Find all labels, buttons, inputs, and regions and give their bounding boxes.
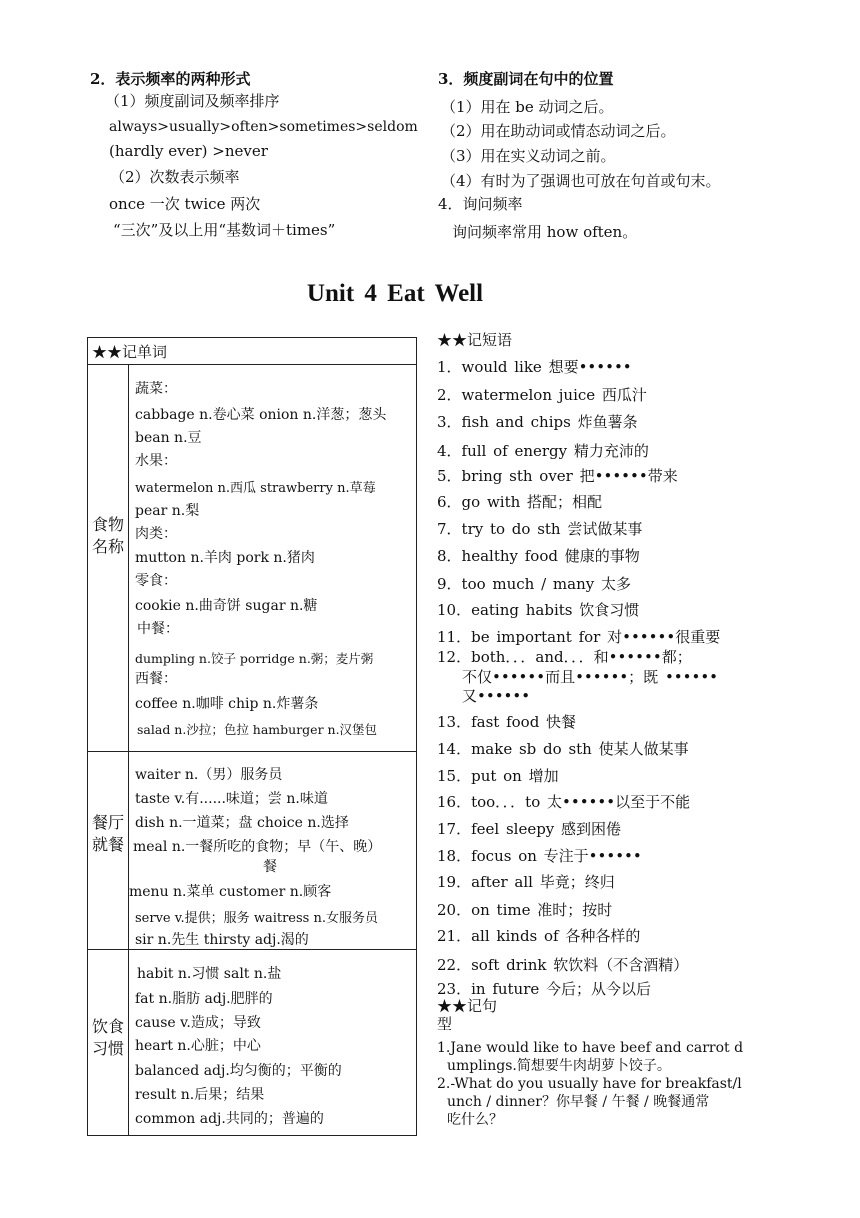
sentence-line: unch / dinner？你早餐 / 午餐 / 晚餐通常 xyxy=(447,1094,710,1110)
phrase-item: 10．eating habits 饮食习惯 xyxy=(437,601,640,619)
category-dining: 餐厅就餐 xyxy=(91,813,124,854)
position-item-2: （2）用在助动词或情态动词之后。 xyxy=(441,122,676,140)
phrase-item: 1．would like 想要•••••• xyxy=(437,358,632,376)
once-twice-text: once 一次 twice 两次 xyxy=(109,195,261,213)
table-divider xyxy=(88,949,416,950)
ask-frequency-text: 询问频率常用 how often。 xyxy=(452,223,638,241)
vocab-line: 中餐： xyxy=(137,621,179,637)
phrase-item: 14．make sb do sth 使某人做某事 xyxy=(437,740,689,758)
sentences-header: ★★记句 xyxy=(437,997,498,1015)
phrases-header: ★★记短语 xyxy=(437,331,513,349)
table-divider xyxy=(88,364,416,365)
vocab-line: bean n.豆 xyxy=(135,430,202,446)
vocab-line: salad n.沙拉；色拉 hamburger n.汉堡包 xyxy=(137,722,378,737)
vocab-line: 西餐： xyxy=(135,671,177,687)
position-item-1: （1）用在 be 动词之后。 xyxy=(441,98,614,116)
phrase-item: 22．soft drink 软饮料（不含酒精） xyxy=(437,956,689,974)
category-food: 食物名称 xyxy=(91,515,124,556)
vocab-line: 蔬菜： xyxy=(135,381,177,397)
phrase-item: 18．focus on 专注于•••••• xyxy=(437,847,642,865)
column-divider xyxy=(128,364,129,1135)
vocab-table xyxy=(87,337,417,1136)
phrase-item: 15．put on 增加 xyxy=(437,767,559,785)
vocab-line: cabbage n.卷心菜 onion n.洋葱；葱头 xyxy=(135,407,387,423)
phrase-item: 7．try to do sth 尝试做某事 xyxy=(437,520,643,538)
vocab-line: menu n.菜单 customer n.顾客 xyxy=(129,884,332,900)
vocab-line: taste v.有......味道；尝 n.味道 xyxy=(135,791,328,807)
vocab-line: 水果： xyxy=(135,453,177,469)
position-item-3: （3）用在实义动词之前。 xyxy=(441,147,616,165)
phrase-item: 5．bring sth over 把••••••带来 xyxy=(437,467,678,485)
vocab-line: sir n.先生 thirsty adj.渴的 xyxy=(135,932,309,948)
phrase-item-cont: 又•••••• xyxy=(462,687,531,705)
phrase-item: 20．on time 准时；按时 xyxy=(437,901,613,919)
phrase-item: 11．be important for 对••••••很重要 xyxy=(437,628,721,646)
phrase-item: 16．too．．．to 太••••••以至于不能 xyxy=(437,793,691,811)
vocab-line: waiter n.（男）服务员 xyxy=(135,767,283,783)
vocab-line: coffee n.咖啡 chip n.炸薯条 xyxy=(135,696,319,712)
phrase-item: 21．all kinds of 各种各样的 xyxy=(437,927,641,945)
table-divider xyxy=(88,751,416,752)
sentences-header-cont: 型 xyxy=(437,1015,453,1033)
vocab-line: balanced adj.均匀衡的；平衡的 xyxy=(135,1063,342,1079)
adverb-order-line-1: always>usually>often>sometimes>seldom xyxy=(109,119,418,135)
vocab-line: fat n.脂肪 adj.肥胖的 xyxy=(135,991,273,1007)
vocab-line: dumpling n.饺子 porridge n.粥；麦片粥 xyxy=(135,651,374,666)
vocab-line: mutton n.羊肉 pork n.猪肉 xyxy=(135,550,315,566)
phrase-item: 17．feel sleepy 感到困倦 xyxy=(437,820,622,838)
vocab-line: heart n.心脏；中心 xyxy=(135,1038,261,1054)
phrase-item: 12．both．．．and．．．和••••••都； xyxy=(437,648,692,666)
vocab-line: 餐 xyxy=(263,859,277,875)
vocab-line: common adj.共同的；普遍的 xyxy=(135,1111,324,1127)
phrase-item: 9．too much / many 太多 xyxy=(437,575,632,593)
vocab-line: habit n.习惯 salt n.盐 xyxy=(137,966,282,982)
position-item-4: （4）有时为了强调也可放在句首或句末。 xyxy=(441,172,721,190)
vocab-line: meal n.一餐所吃的食物；早（午、晚） xyxy=(133,839,382,855)
sentence-line: umplings.简想要牛肉胡萝卜饺子。 xyxy=(447,1058,671,1074)
vocab-header: ★★记单词 xyxy=(92,343,168,361)
phrase-item: 19．after all 毕竟；终归 xyxy=(437,873,615,891)
phrase-item-cont: 不仅••••••而且••••••；既 •••••• xyxy=(462,668,719,686)
adverb-order-line-2: (hardly ever) >never xyxy=(109,142,268,160)
vocab-line: serve v.提供；服务 waitress n.女服务员 xyxy=(135,911,378,926)
phrase-item: 4．full of energy 精力充沛的 xyxy=(437,442,649,460)
phrase-item: 3．fish and chips 炸鱼薯条 xyxy=(437,413,638,431)
vocab-line: watermelon n.西瓜 strawberry n.草莓 xyxy=(135,481,376,496)
vocab-line: cause v.造成；导致 xyxy=(135,1015,261,1031)
unit-title: Unit 4 Eat Well xyxy=(306,280,484,307)
subheading-adverbs: （1）频度副词及频率排序 xyxy=(105,92,280,110)
sentence-line: 吃什么？ xyxy=(447,1112,503,1128)
phrase-item: 2．watermelon juice 西瓜汁 xyxy=(437,386,647,404)
phrase-item: 13．fast food 快餐 xyxy=(437,713,577,731)
sentence-line: 1.Jane would like to have beef and carrot d xyxy=(437,1040,744,1056)
vocab-line: pear n.梨 xyxy=(135,503,200,519)
three-times-text: “三次”及以上用“基数词＋times” xyxy=(113,221,336,239)
section-heading-ask-frequency: 4．询问频率 xyxy=(438,195,523,213)
vocab-line: 肉类： xyxy=(135,526,177,542)
section-heading-frequency-forms: 2．表示频率的两种形式 xyxy=(90,70,251,88)
phrase-item: 6．go with 搭配；相配 xyxy=(437,493,603,511)
vocab-line: result n.后果；结果 xyxy=(135,1087,265,1103)
phrase-item: 8．healthy food 健康的事物 xyxy=(437,547,640,565)
vocab-line: cookie n.曲奇饼 sugar n.糖 xyxy=(135,598,318,614)
vocab-line: dish n.一道菜；盘 choice n.选择 xyxy=(135,815,349,831)
phrase-item: 23．in future 今后；从今以后 xyxy=(437,980,652,998)
section-heading-adverb-position: 3．频度副词在句中的位置 xyxy=(438,70,614,88)
category-habits: 饮食习惯 xyxy=(91,1017,124,1058)
sentence-line: 2.-What do you usually have for breakfast/l xyxy=(437,1076,742,1092)
vocab-line: 零食： xyxy=(135,573,177,589)
subheading-times: （2）次数表示频率 xyxy=(110,168,240,186)
